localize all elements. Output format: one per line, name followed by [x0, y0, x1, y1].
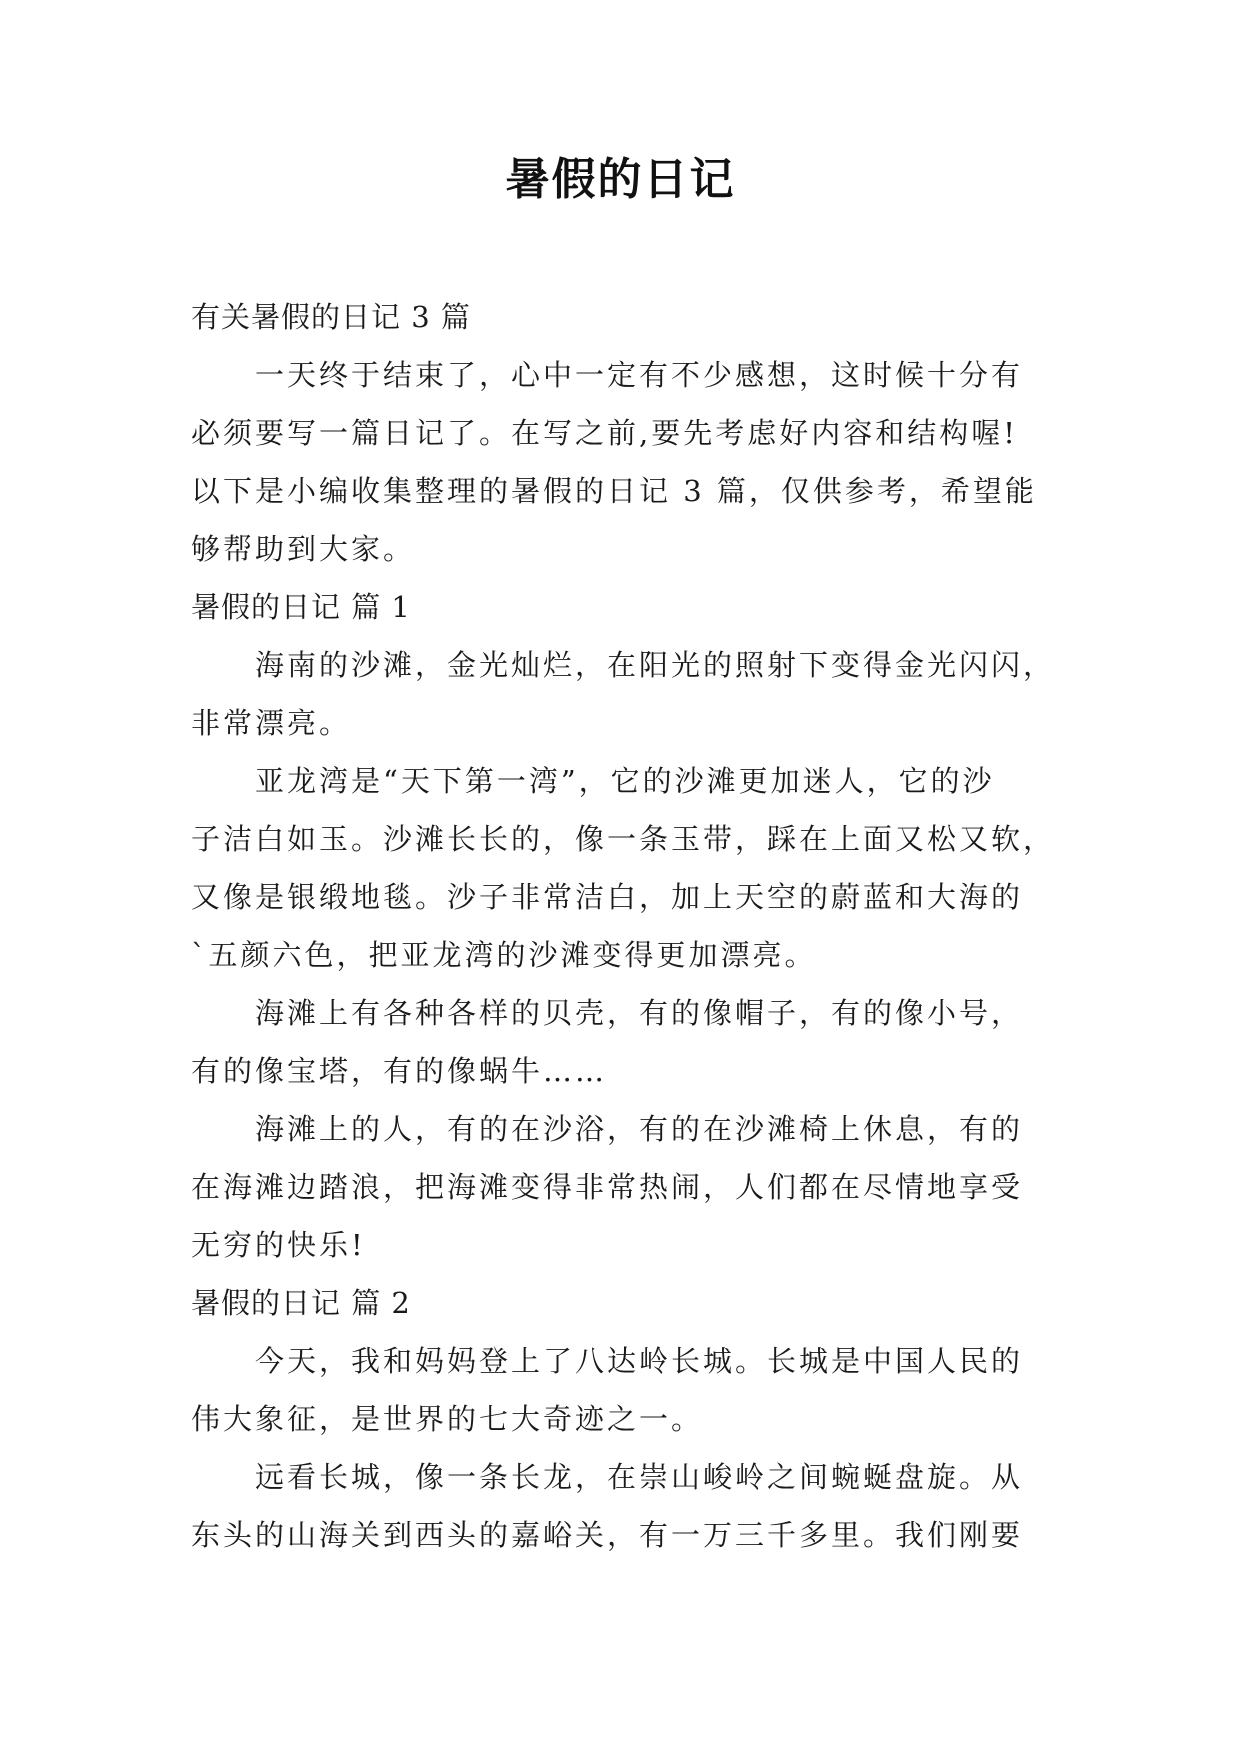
section-heading: 暑假的日记 篇 2: [191, 1286, 411, 1320]
text-line: 海南的沙滩，金光灿烂，在阳光的照射下变得金光闪闪，: [255, 648, 1056, 682]
section-heading: 有关暑假的日记 3 篇: [191, 300, 471, 334]
text-line: 够帮助到大家。: [191, 532, 416, 566]
text-line: 海滩上有各种各样的贝壳，有的像帽子，有的像小号，: [255, 996, 1024, 1030]
text-line: 在海滩边踏浪，把海滩变得非常热闹，人们都在尽情地享受: [191, 1170, 1024, 1204]
text-line: 今天，我和妈妈登上了八达岭长城。长城是中国人民的: [255, 1344, 1024, 1378]
text-line: 以下是小编收集整理的暑假的日记 3 篇，仅供参考，希望能: [191, 474, 1037, 508]
text-line: 又像是银缎地毯。沙子非常洁白，加上天空的蔚蓝和大海的: [191, 880, 1024, 914]
text-line: `五颜六色，把亚龙湾的沙滩变得更加漂亮。: [191, 938, 817, 972]
document-body: [191, 288, 1056, 1564]
text-line: 伟大象征，是世界的七大奇迹之一。: [191, 1402, 704, 1436]
text-line: 无穷的快乐!: [191, 1228, 366, 1262]
text-line: 非常漂亮。: [191, 706, 352, 740]
text-line: 必须要写一篇日记了。在写之前,要先考虑好内容和结构喔!: [191, 416, 1018, 450]
text-line: 子洁白如玉。沙滩长长的，像一条玉带，踩在上面又松又软，: [191, 822, 1056, 856]
text-line: 远看长城，像一条长龙，在崇山峻岭之间蜿蜒盘旋。从: [255, 1460, 1024, 1494]
document-title: 暑假的日记: [505, 154, 736, 205]
text-line: 海滩上的人，有的在沙浴，有的在沙滩椅上休息，有的: [255, 1112, 1024, 1146]
section-heading: 暑假的日记 篇 1: [191, 590, 411, 624]
text-line: 有的像宝塔，有的像蜗牛……: [191, 1054, 608, 1088]
text-line: 亚龙湾是“天下第一湾”，它的沙滩更加迷人，它的沙: [255, 764, 995, 798]
text-line: 东头的山海关到西头的嘉峪关，有一万三千多里。我们刚要: [191, 1518, 1024, 1552]
text-line: 一天终于结束了，心中一定有不少感想，这时候十分有: [255, 358, 1024, 392]
